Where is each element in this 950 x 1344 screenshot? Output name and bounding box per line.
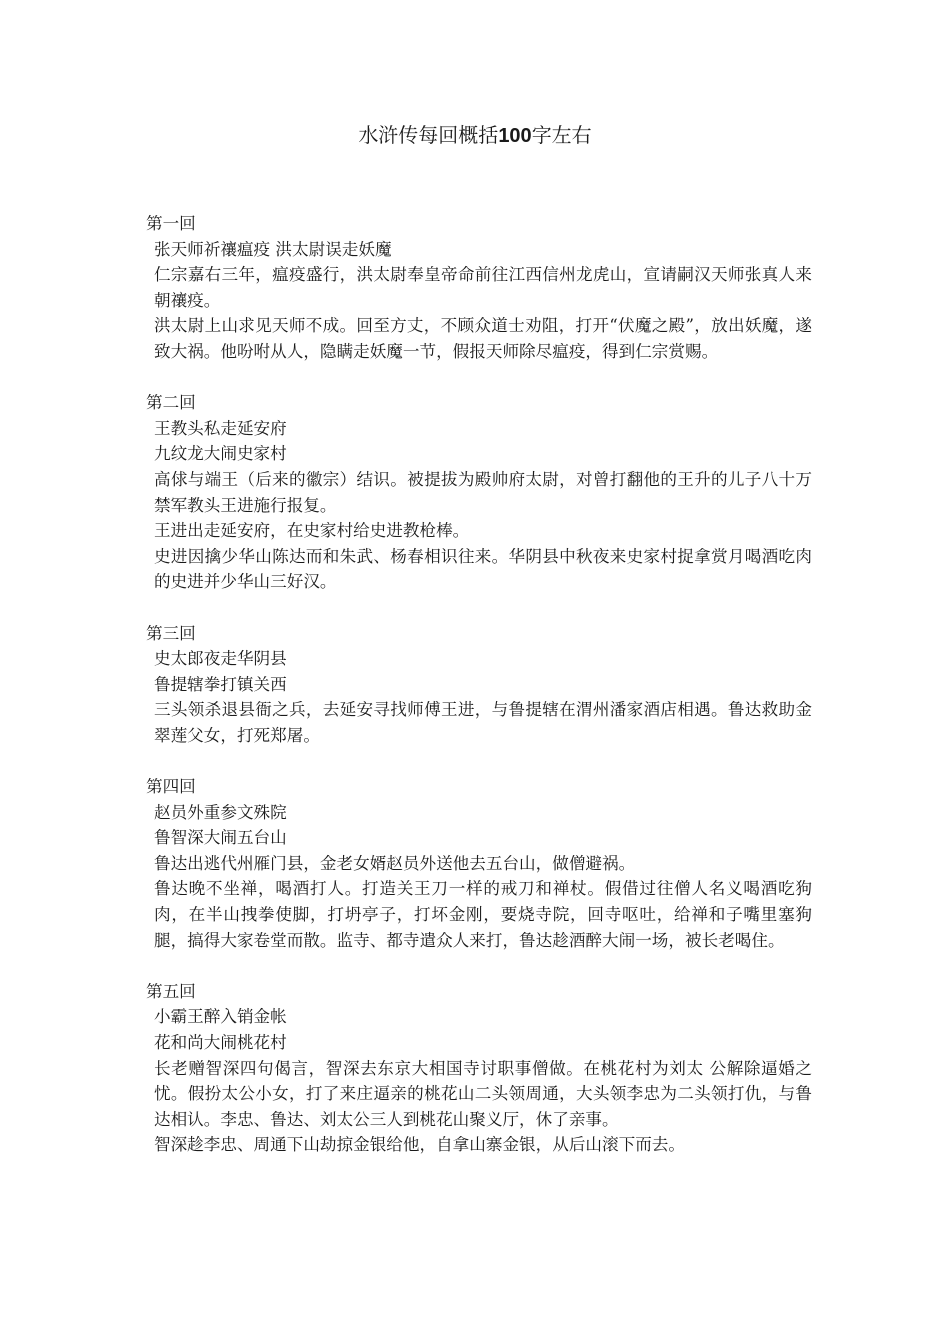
chapter-3: [146, 621, 812, 749]
chapter-heading: 第三回: [146, 623, 196, 643]
paragraph: 鲁达晚不坐禅，喝酒打人。打造关王刀一样的戒刀和禅杖。假借过往僧人名义喝酒吃狗肉，在半山拽拳使脚，打坍亭子，打坏金刚，要烧寺院，回寺呕吐，给禅和子嘴里塞狗腿，搞得大家卷堂而散。监寺、都寺遣众人来打，鲁达趁酒醉大闹一场，被长老喝住。: [154, 879, 812, 950]
chapter-title-line: 赵员外重参文殊院: [154, 802, 287, 822]
title-number: 100: [498, 125, 532, 147]
chapter-heading: 第一回: [146, 214, 196, 233]
chapter-heading: 第五回: [146, 981, 196, 1001]
chapter-title-line: 史太郎夜走华阴县: [154, 649, 287, 669]
paragraph: 王进出走延安府，在史家村给史进教枪棒。: [154, 521, 470, 541]
chapter-heading: 第二回: [146, 393, 196, 413]
chapter-1: [146, 211, 812, 365]
paragraph: 洪太尉上山求见天师不成。回至方丈，不顾众道士劝阻，打开“伏魔之殿”，放出妖魔，遂致大祸。他吩咐从人，隐瞒走妖魔一节，假报天师除尽瘟疫，得到仁宗赏赐。: [154, 316, 812, 361]
document-title: [0, 120, 950, 151]
chapter-4: [146, 774, 812, 953]
paragraph: 智深趁李忠、周通下山劫掠金银给他，自拿山寨金银，从后山滚下而去。: [154, 1135, 685, 1155]
paragraph: 鲁达出逃代州雁门县，金老女婿赵员外送他去五台山，做僧避祸。: [154, 853, 636, 873]
paragraph: 长老赠智深四句偈言，智深去东京大相国寺讨职事僧做。在桃花村为刘太 公解除逼婚之忧。假扮太公小女，打了来庄逼亲的桃花山二头领周通，大头领李忠为二头领打仇，与鲁达相认。李忠、鲁达、刘太公三人到桃花山聚义厅，休了亲事。: [154, 1058, 812, 1129]
chapter-title-line: 王教头私走延安府: [154, 418, 287, 438]
paragraph: 高俅与端王（后来的徽宗）结识。被提拔为殿帅府太尉，对曾打翻他的王升的儿子八十万禁军教头王进施行报复。: [154, 469, 812, 515]
paragraph: 史进因擒少华山陈达而和朱武、杨春相识往来。华阴县中秋夜来史家村捉拿赏月喝酒吃肉的史进并少华山三好汉。: [154, 546, 812, 592]
chapter-title-line: 鲁提辖拳打镇关西: [154, 674, 287, 694]
chapter-heading: 第四回: [146, 777, 196, 797]
paragraph: 三头领杀退县衙之兵，去延安寻找师傅王进，与鲁提辖在渭州潘家酒店相遇。鲁达救助金翠莲父女，打死郑屠。: [154, 700, 812, 745]
paragraph: 仁宗嘉右三年，瘟疫盛行，洪太尉奉皇帝命前往江西信州龙虎山，宣请嗣汉天师张真人来朝禳疫。: [154, 265, 812, 310]
document-body: [146, 211, 812, 1184]
chapter-title-line: 花和尚大闹桃花村: [154, 1033, 287, 1052]
chapter-title-line: 九纹龙大闹史家村: [154, 444, 287, 464]
chapter-2: [146, 390, 812, 595]
chapter-5: [146, 979, 812, 1158]
chapter-title-line: 张天师祈禳瘟疫 洪太尉误走妖魔: [154, 239, 392, 259]
chapter-title-line: 小霸王醉入销金帐: [154, 1007, 287, 1027]
chapter-title-line: 鲁智深大闹五台山: [154, 828, 287, 848]
title-prefix: 水浒传每回概括: [358, 123, 499, 147]
title-suffix: 字左右: [531, 123, 592, 147]
